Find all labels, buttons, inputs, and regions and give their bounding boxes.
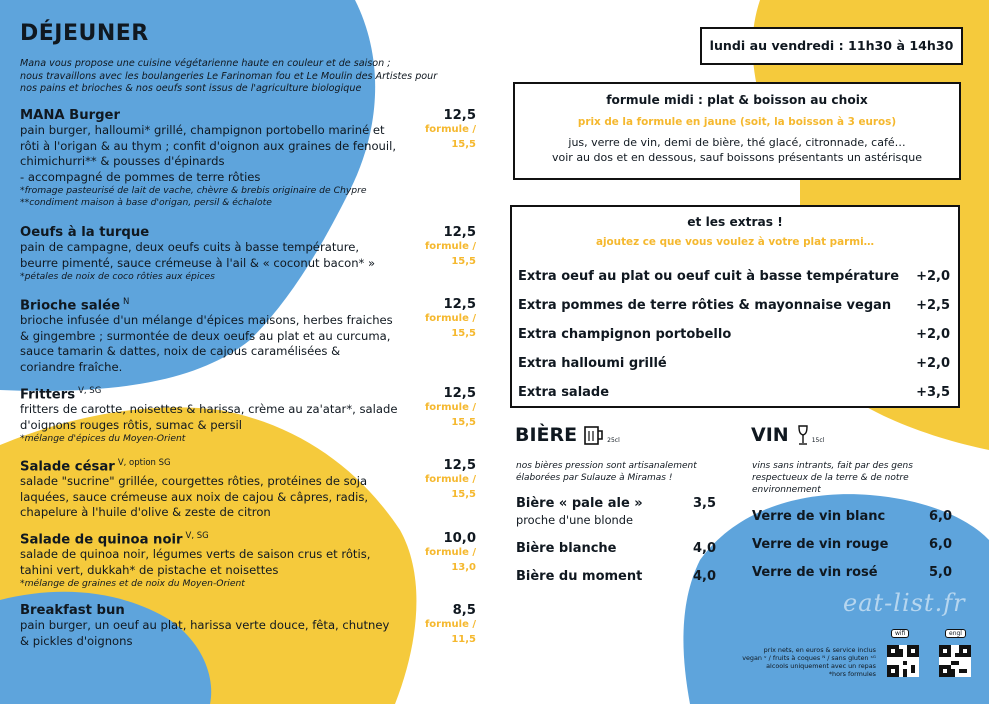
dish-price: 12,5 (443, 297, 476, 312)
extras-subtitle: ajoutez ce que vous voulez à votre plat parmi… (595, 236, 875, 248)
vin-volume: 15cl (811, 437, 825, 444)
vin-desc-line: respectueux de la terre & de notre (752, 473, 909, 483)
dish-formula-price: 15,5 (451, 327, 476, 339)
extra-item (518, 327, 950, 342)
extra-label: Extra pommes de terre rôties & mayonnaise vegan (518, 298, 892, 313)
dish-note: **condiment maison à base d'origan, persil & échalote (20, 197, 272, 208)
biere-desc-line: élaborées par Sulauze à Miramas ! (516, 473, 673, 483)
dish-tag: V, option SG (117, 458, 171, 468)
extra-item (518, 269, 950, 284)
formule-line1: jus, verre de vin, demi de bière, thé glacé, citronnade, café… (568, 136, 906, 149)
hours-text: lundi au vendredi : 11h30 à 14h30 (709, 38, 954, 53)
biere-price: 4,0 (692, 541, 716, 556)
dish-formula-label: formule / (424, 313, 476, 324)
dish-desc-line: salade "sucrine" grillée, courgettes rôties, protéines de soja (20, 474, 368, 489)
vin-price: 5,0 (928, 565, 952, 580)
dish-formula-price: 15,5 (451, 416, 476, 428)
extra-label: Extra oeuf au plat ou oeuf cuit à basse température (518, 269, 900, 284)
biere-label: Bière du moment (516, 569, 643, 584)
dish-item (20, 458, 420, 521)
dish-price: 12,5 (443, 225, 476, 240)
hours-box (700, 27, 963, 65)
dish-name: Brioche salée $^N$ (20, 297, 130, 314)
dish-formula-label: formule / (424, 402, 476, 413)
biere-desc (516, 460, 697, 484)
dish-desc-line: - accompagné de pommes de terre rôties (20, 169, 261, 184)
biere-sub: proche d'une blonde (516, 513, 633, 527)
footer-line: *hors formules (828, 670, 876, 678)
dish-item (20, 603, 420, 649)
dish-note: *mélange d'épices du Moyen-Orient (20, 433, 186, 445)
formule-line2: voir au dos et en dessous, sauf boissons présentants un astérisque (552, 151, 922, 164)
dish-item (20, 108, 420, 209)
vin-label: Verre de vin rouge (752, 537, 889, 552)
dish-note: *pétales de noix de coco rôties aux épices (20, 271, 215, 282)
dish-tag: N (123, 297, 130, 307)
dish-formula-price: 15,5 (451, 488, 476, 500)
dish-desc-line: pain burger, halloumi* grillé, champignon portobello mariné et (20, 123, 385, 137)
dish-price-block (416, 603, 476, 647)
dish-tag: V, SG (185, 531, 209, 541)
dish-item (20, 531, 420, 590)
dish-formula-label: formule / (424, 619, 476, 630)
dish-name: Oeufs à la turque (20, 225, 150, 240)
biere-item (516, 541, 716, 556)
dish-desc-line: fritters de carotte, noisettes & harissa, crème au za'atar*, salade (20, 402, 398, 417)
biere-volume: 25cl (607, 437, 620, 444)
dish-name: Fritters $^{V, SG}$ (20, 386, 102, 403)
vin-item (752, 565, 952, 580)
vin-desc-line: vins sans intrants, fait par des gens (752, 461, 913, 471)
dish-price: 12,5 (443, 386, 476, 401)
dish-formula-label: formule / (424, 241, 476, 252)
wine-glass-icon (796, 424, 810, 446)
formule-subtitle: prix de la formule en jaune (soit, la boisson à 3 euros) (577, 116, 897, 128)
extra-price: +2,0 (916, 327, 950, 342)
vin-label: Verre de vin blanc (752, 509, 886, 524)
dish-name: Salade césar $^{V, option SG}$ (20, 458, 171, 475)
dish-price: 8,5 (452, 603, 476, 618)
dish-formula-price: 15,5 (451, 138, 476, 150)
extra-price: +2,0 (916, 356, 950, 371)
dish-desc-line: rôti à l'origan & au thym ; confit d'oignon aux graines de fenouil, (20, 138, 397, 153)
dish-desc-line: brioche infusée d'un mélange d'épices maisons, herbes fraiches (20, 313, 393, 328)
biere-label: Bière blanche (516, 541, 617, 556)
intro-line: nos pains et brioches & nos oeufs sont issus de l'agriculture biologique (20, 83, 362, 94)
biere-price: 3,5 (692, 496, 716, 511)
dish-price-block (416, 297, 476, 341)
dish-price: 12,5 (443, 108, 476, 123)
dish-formula-price: 15,5 (451, 255, 476, 267)
page-title: DÉJEUNER (20, 21, 149, 46)
biere-item (516, 496, 716, 527)
dish-formula-price: 11,5 (451, 633, 476, 645)
dish-price: 12,5 (443, 458, 476, 473)
dish-desc-line: chapelure à l'huile d'olive & zeste de citron (20, 505, 271, 520)
extra-item (518, 298, 950, 313)
extra-item (518, 356, 950, 371)
biere-title (515, 424, 620, 446)
extra-price: +3,5 (916, 385, 950, 400)
extra-label: Extra salade (518, 385, 610, 400)
dish-desc-line: pain de campagne, deux oeufs cuits à basse température, (20, 240, 360, 254)
extra-item (518, 385, 950, 400)
dish-price-block (416, 108, 476, 152)
footer-line: alcools uniquement avec un repas (766, 662, 876, 670)
dish-name: Salade de quinoa noir $^{V, SG}$ (20, 531, 209, 548)
dish-tag: V, SG (78, 386, 102, 396)
vin-price: 6,0 (928, 537, 952, 552)
intro-line: Mana vous propose une cuisine végétarienne haute en couleur et de saison ; (20, 58, 391, 69)
dish-price: 10,0 (443, 531, 476, 546)
dish-item (20, 386, 420, 445)
dish-note: *fromage pasteurisé de lait de vache, chèvre & brebis originaire de Chypre (20, 185, 367, 196)
english-menu-qr-code[interactable] (939, 645, 971, 677)
biere-title-text: BIÈRE (515, 424, 578, 446)
dish-formula-price: 13,0 (451, 561, 476, 573)
dish-desc-line: & gingembre ; surmontée de deux oeufs au plat et au curcuma, (20, 328, 391, 343)
footer-line: vegan ᵛ / fruits à coques ᴺ / sans gluten ˢᴳ (742, 654, 876, 662)
dish-formula-label: formule / (424, 124, 476, 135)
intro-line: nous travaillons avec les boulangeries Le Farinoman fou et Le Moulin des Artistes pour (20, 70, 438, 82)
dish-desc-line: laquées, sauce crémeuse aux noix de cajou & câpres, radis, (20, 489, 369, 504)
vin-price: 6,0 (928, 509, 952, 524)
extra-label: Extra champignon portobello (518, 327, 732, 342)
vin-label: Verre de vin rosé (752, 565, 878, 580)
dish-desc-line: salade de quinoa noir, légumes verts de saison crus et rôtis, (20, 547, 371, 562)
extra-price: +2,5 (916, 298, 950, 313)
beer-mug-icon (583, 424, 605, 446)
biere-desc-line: nos bières pression sont artisanalement (516, 461, 697, 471)
dish-name: MANA Burger (20, 108, 120, 123)
footer-line: prix nets, en euros & service inclus (763, 646, 876, 654)
dish-desc-line: sauce tamarin & dattes, noix de cajous caramélisées & (20, 344, 341, 359)
vin-item (752, 537, 952, 552)
vin-title-text: VIN (751, 424, 789, 446)
vin-desc (752, 460, 913, 496)
dish-price-block (416, 386, 476, 430)
vin-item (752, 509, 952, 524)
dish-item (20, 297, 420, 375)
wifi-qr-code[interactable] (887, 645, 919, 677)
dish-desc-line: chimichurri** & pousses d'épinards (20, 154, 225, 168)
dish-desc-line: pain burger, un oeuf au plat, harissa verte douce, fêta, chutney (20, 618, 390, 632)
formule-box (513, 82, 961, 180)
formule-title: formule midi : plat & boisson au choix (606, 93, 868, 107)
dish-price-block (416, 531, 476, 575)
engl-label: engl (945, 629, 966, 638)
footer-notes (700, 646, 876, 678)
dish-desc-line: tahini vert, dukkah* de pistache et noisettes (20, 562, 279, 577)
dish-desc-line: coriandre fraîche. (20, 359, 123, 374)
dish-formula-label: formule / (424, 474, 476, 485)
intro-text (20, 58, 490, 96)
dish-name: Breakfast bun (20, 603, 125, 618)
extra-price: +2,0 (916, 269, 950, 284)
extras-box (510, 205, 960, 408)
extras-title: et les extras ! (687, 215, 783, 229)
vin-title (751, 424, 824, 446)
vin-desc-line: environnement (752, 485, 821, 495)
biere-label: Bière « pale ale » (516, 496, 643, 511)
biere-price: 4,0 (692, 569, 716, 584)
dish-desc-line: d'oignons rouges rôtis, sumac & persil (20, 417, 243, 432)
biere-item (516, 569, 716, 584)
dish-price-block (416, 458, 476, 502)
dish-note: *mélange de graines et de noix du Moyen-Orient (20, 578, 245, 590)
dish-desc-line: beurre pimenté, sauce crémeuse à l'ail & « coconut bacon* » (20, 255, 376, 270)
wifi-label: wifi (891, 629, 909, 638)
extra-label: Extra halloumi grillé (518, 356, 667, 371)
dish-desc-line: & pickles d'oignons (20, 633, 133, 648)
watermark: eat-list.fr (843, 589, 966, 617)
dish-item (20, 225, 420, 283)
dish-price-block (416, 225, 476, 269)
dish-formula-label: formule / (424, 547, 476, 558)
